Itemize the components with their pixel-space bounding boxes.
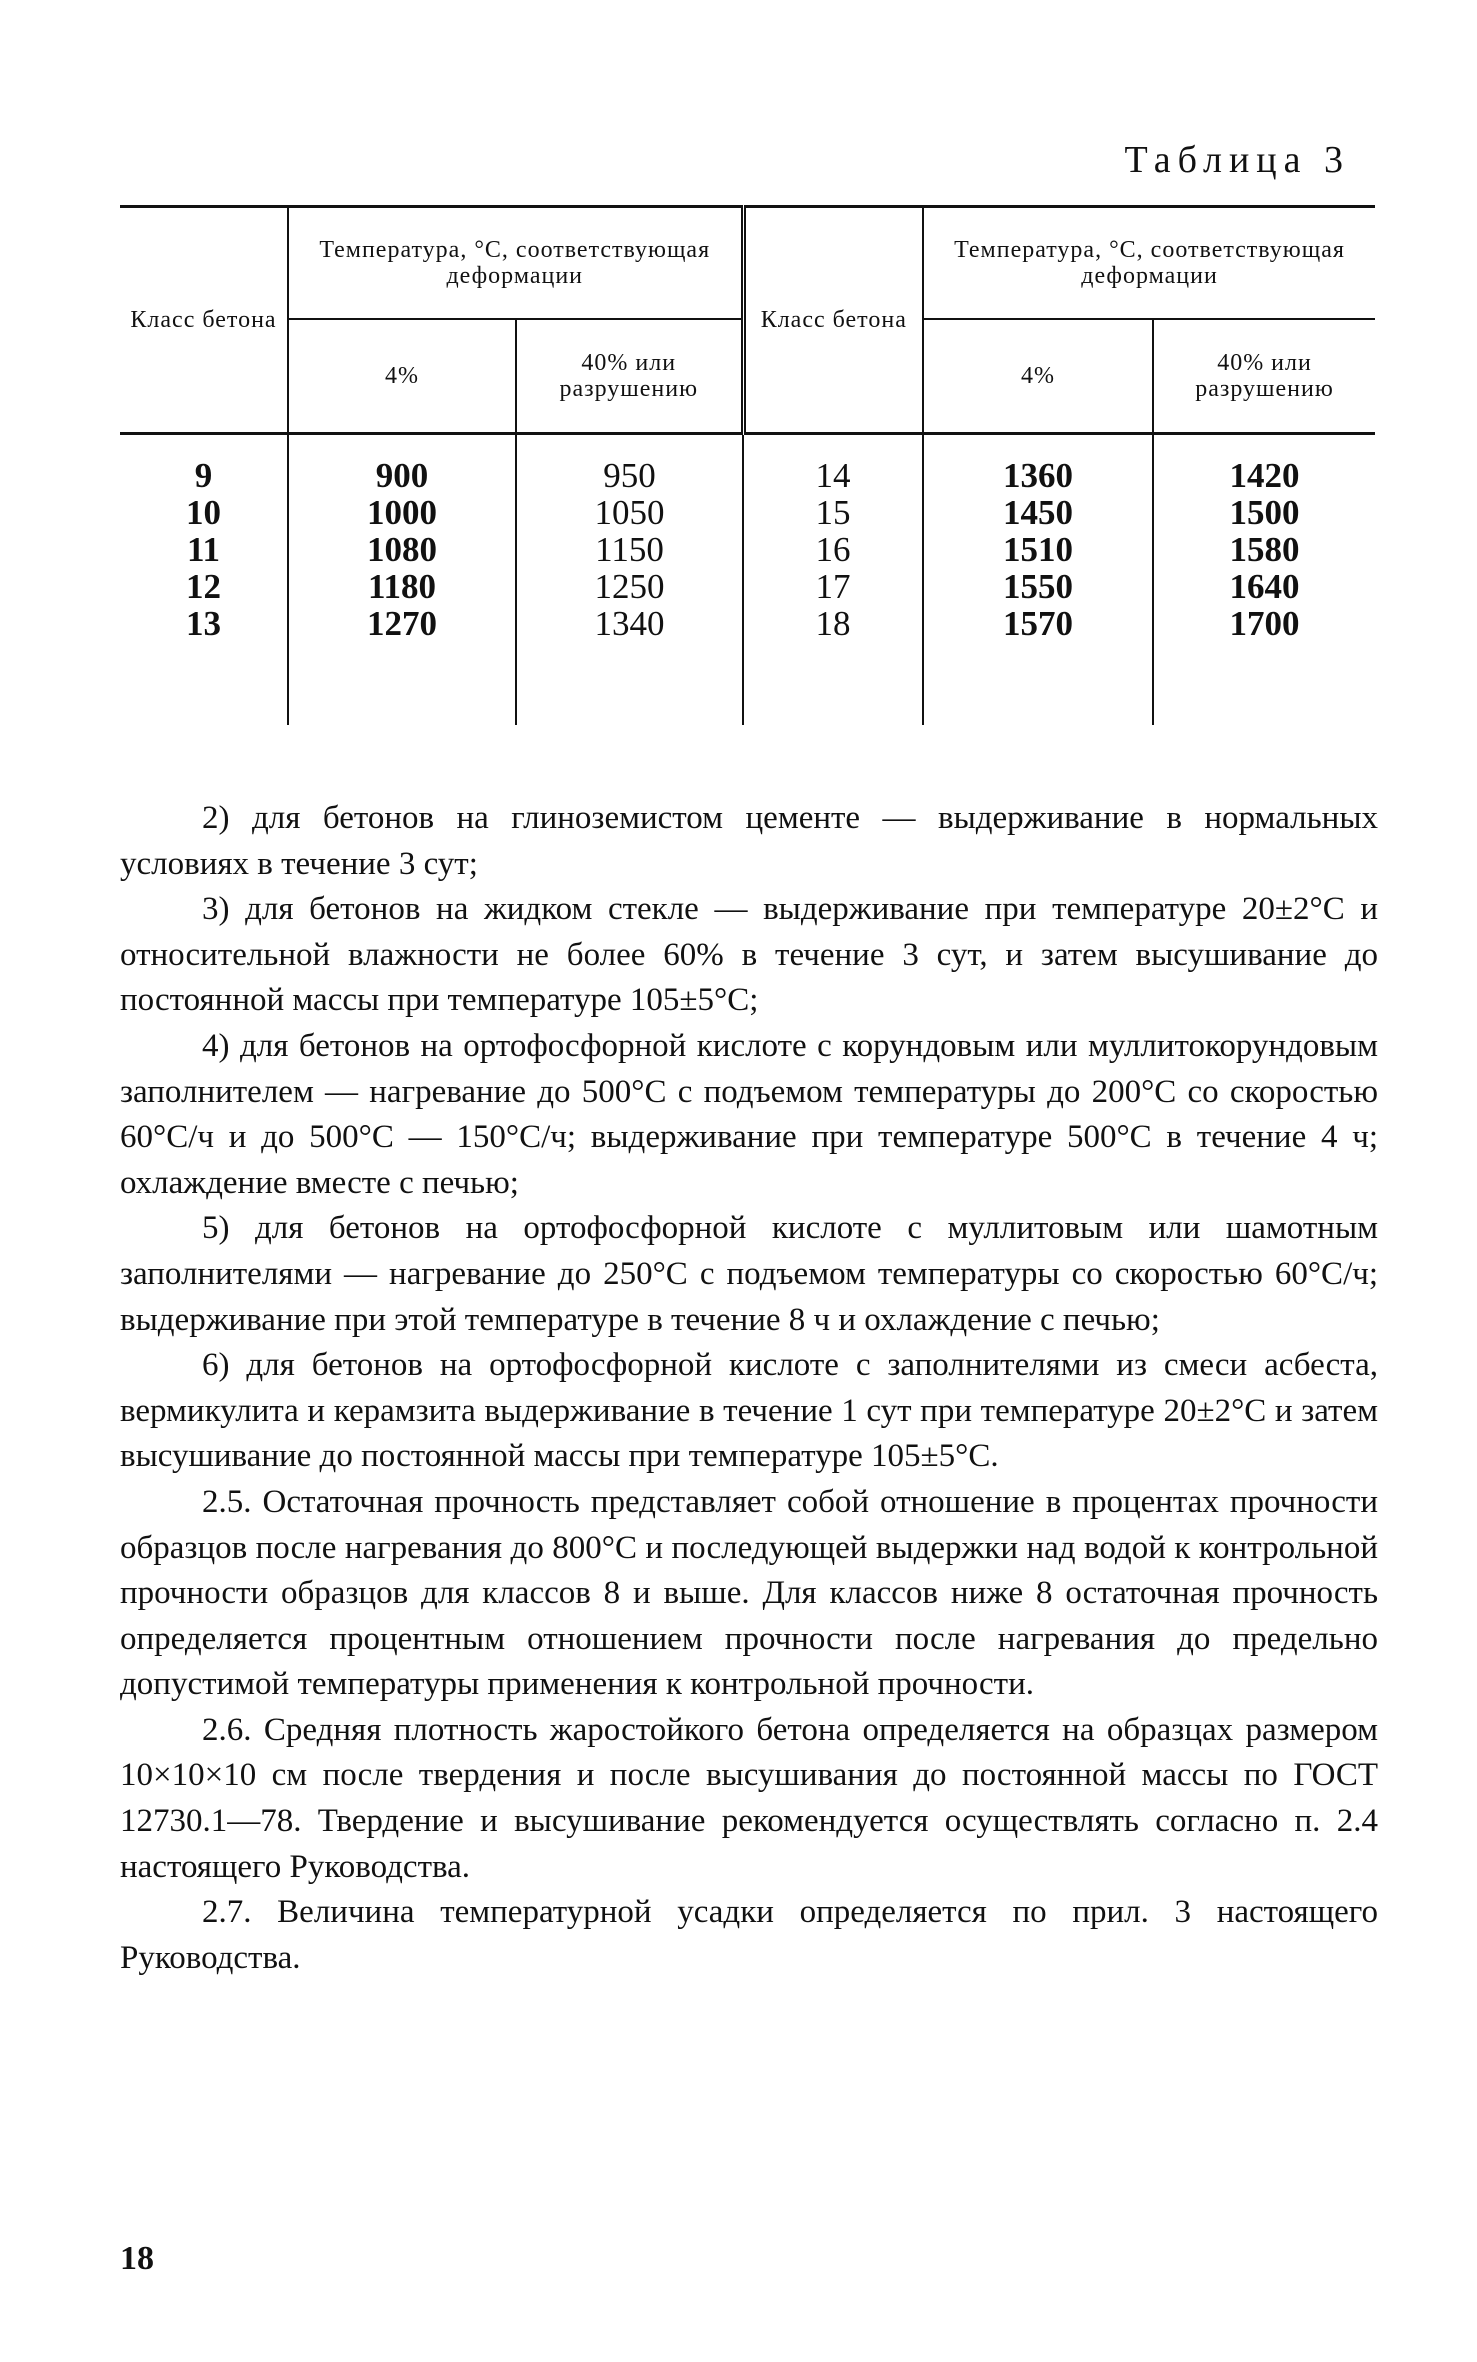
col-4-left <box>288 434 516 726</box>
paragraph-item-6: 6) для бетонов на ортофосфорной кислоте с заполнителями из смеси асбеста, вермикулита и керамзита выдерживание в течение 1 сут при температуре 20±2°С и затем высушивание до постоянной массы при температуре 105±5°С. <box>120 1347 1378 1475</box>
paragraph-2-6: 2.6. Средняя плотность жаростойкого бетона определяется на образцах размером 10×10×10 см после твердения и после высушивания до постоянной массы по ГОСТ 12730.1—78. Твердение и высушивание рекомендуется осуществлять согласно п. 2.4 настоящего Руководства. <box>120 1711 1378 1885</box>
paragraph-2-7: 2.7. Величина температурной усадки определяется по прил. 3 настоящего Руководства. <box>120 1894 1378 1976</box>
class-values-left: 9 10 11 12 13 <box>186 456 221 643</box>
header-40-left: 40% или разрушению <box>516 319 743 434</box>
header-4-left: 4% <box>288 319 516 434</box>
t4-values-left: 900 1000 1080 1180 1270 <box>367 456 437 643</box>
header-4-right: 4% <box>923 319 1153 434</box>
col-class-left <box>120 434 288 726</box>
header-class-right: Класс бетона <box>743 207 923 434</box>
header-temp-left: Температура, °С, соответствующая деформации <box>288 207 743 320</box>
body-text <box>120 796 1378 1981</box>
table-caption: Таблица 3 <box>1124 139 1350 181</box>
header-temp-right: Температура, °С, соответствующая деформации <box>923 207 1375 320</box>
paragraph-item-5: 5) для бетонов на ортофосфорной кислоте с муллитовым или шамотным заполнителями — нагревание до 250°С с подъемом температуры со скоростью 60°С/ч; выдерживание при этой температуре в течение 8 ч и охлаждение с печью; <box>120 1210 1378 1338</box>
paragraph-item-4: 4) для бетонов на ортофосфорной кислоте с корундовым или муллитокорундовым заполнителем — нагревание до 500°С с подъемом температуры до 200°С со скоростью 60°С/ч и до 500°С — 150°С/ч; выдерживание при температуре 500°С в течение 4 ч; охлаждение вместе с печью; <box>120 1027 1378 1201</box>
col-40-left <box>516 434 743 726</box>
col-4-right <box>923 434 1153 726</box>
col-40-right <box>1153 434 1375 726</box>
header-40-right: 40% или разрушению <box>1153 319 1375 434</box>
paragraph-item-3: 3) для бетонов на жидком стекле — выдерживание при температуре 20±2°С и относительной влажности не более 60% в течение 3 сут, и затем высушивание до постоянной массы при температуре 105±5°С; <box>120 891 1378 1019</box>
t4-values-right: 1360 1450 1510 1550 1570 <box>1003 456 1074 643</box>
paragraph-2-5: 2.5. Остаточная прочность представляет собой отношение в процентах прочности образцов после нагревания до 800°С и последующей выдержки над водой к контрольной прочности образцов для классов 8 и выше. Для классов ниже 8 остаточная прочность определяется процентным отношением прочности после нагревания до предельно допустимой температуры применения к контрольной прочности. <box>120 1483 1378 1703</box>
t40-values-right: 1420 1500 1580 1640 1700 <box>1229 456 1300 643</box>
page-number: 18 <box>120 2240 154 2277</box>
header-class-left: Класс бетона <box>120 207 288 434</box>
col-class-right <box>743 434 923 726</box>
t40-values-left: 950 1050 1150 1250 1340 <box>594 456 665 643</box>
temperature-table <box>120 205 1375 725</box>
paragraph-item-2: 2) для бетонов на глиноземистом цементе — выдерживание в нормальных условиях в течение 3 сут; <box>120 800 1378 882</box>
class-values-right: 14 15 16 17 18 <box>815 456 851 643</box>
